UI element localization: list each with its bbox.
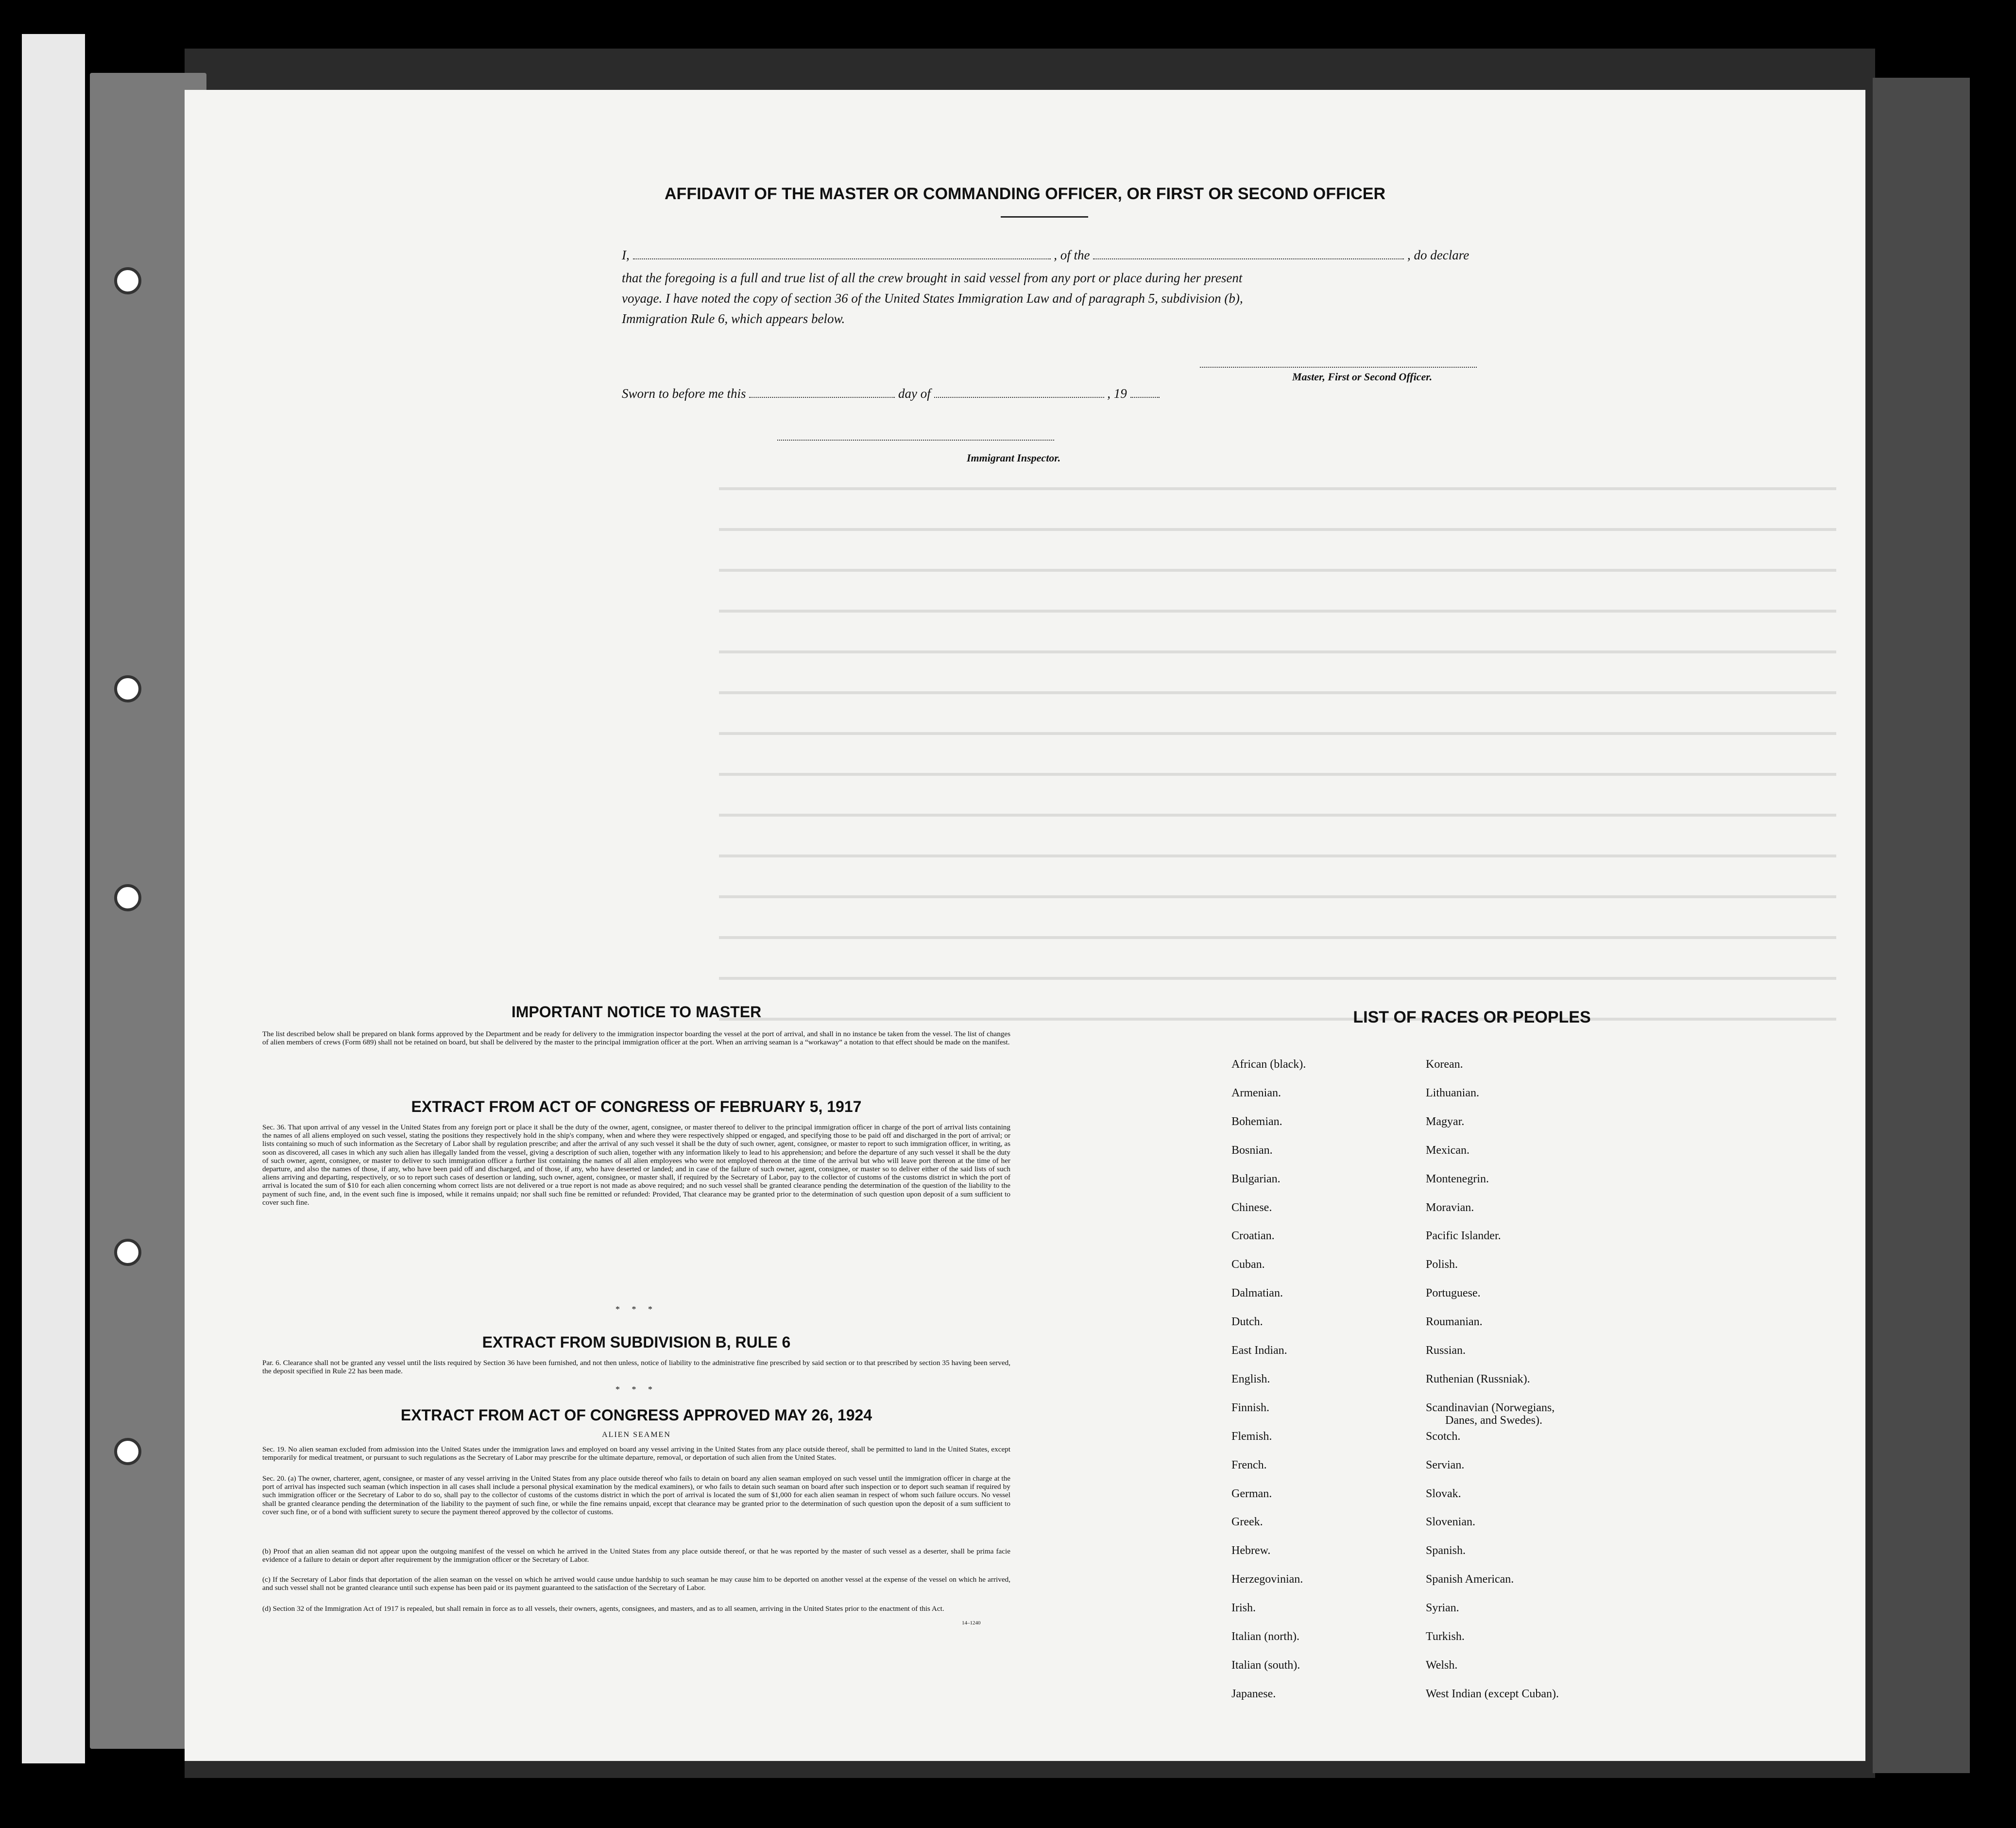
extract-rule6-title: EXTRACT FROM SUBDIVISION B, RULE 6	[482, 1333, 791, 1351]
race-item: French.	[1231, 1458, 1267, 1471]
race-item: West Indian (except Cuban).	[1426, 1687, 1559, 1700]
extract-1924-para-5: (d) Section 32 of the Immigration Act of 1917 is repealed, but shall remain in force as to all vessels, their owners, agents, consignees, and masters, and as to all seamen, arriving in the United States prior to the enactment of this Act.	[262, 1605, 944, 1613]
affidavit-declaration-line	[622, 248, 1469, 263]
race-item: African (black).	[1231, 1058, 1306, 1071]
race-item: Greek.	[1231, 1516, 1263, 1529]
extract-1924-para-3: (b) Proof that an alien seaman did not appear upon the outgoing manifest of the vessel on which he arrived in the United States from any place outside thereof, or that he was reported by the master of such vessel as a deserter, shall be prima facie evidence of a failure to detain or deport after requirement by the immigration officer or the Secretary of Labor.	[262, 1547, 1010, 1564]
race-item: Roumanian.	[1426, 1315, 1483, 1329]
extract-1924-para-1: Sec. 19. No alien seaman excluded from admission into the United States under the immigration laws and employed on board any vessel arriving in the United States from any place outside thereof, shall be permitted to land in the United States, except temporarily for medical treatment, or pursuant to such regulations as the Secretary of Labor may prescribe for the ultimate departure, removal, or deportation of such alien from the United States.	[262, 1445, 1010, 1462]
inspector-signature-line	[777, 440, 1054, 441]
extract-1924-para-4: (c) If the Secretary of Labor finds that deportation of the alien seaman on the vessel on which he arrived would cause undue hardship to such seaman he may cause him to be deported on another vessel at the expense of the vessel on which he arrived, and such vessel shall not be granted clearance until such expense has been paid or its payment guaranteed to the satisfaction of the Secretary of Labor.	[262, 1575, 1010, 1592]
race-item: East Indian.	[1231, 1344, 1287, 1357]
sworn-line	[622, 386, 1160, 401]
race-item: Hebrew.	[1231, 1544, 1271, 1557]
race-item: Moravian.	[1426, 1201, 1474, 1214]
race-item: Dalmatian.	[1231, 1287, 1283, 1300]
race-item: Lithuanian.	[1426, 1086, 1479, 1099]
extract-1917-text: Sec. 36. That upon arrival of any vessel in the United States from any foreign port or place it shall be the duty of the owner, agent, consignee, or master thereof to deliver to the principal immigration officer in charge of the port of arrival lists containing the names of all aliens employed on such vessel, stating the positions they respectively hold in the ship's company, when and where they were respectively shipped or engaged, and specifying those to be paid off and discharged in the port of arrival; or lists containing so much of such information as the Secretary of Labor shall by regulation prescribe; and after the arrival of any such vessel it shall be the duty of such owner, agent, consignee, or master to report to such immigration officer, in writing, as soon as discovered, all cases in which any such alien has illegally landed from the vessel, giving a description of such alien, together with any information likely to lead to his apprehension; and before the departure of any such vessel it shall be the duty of such owner, agent, consignee, or master to deliver to such immigration officer a further list containing the names of all alien employees who were not employed thereon at the time of the arrival but who will leave port thereon at the time of her departure, and also the names of those, if any, who have been paid off and discharged, and of those, if any, who have deserted or landed; and in case of the failure of such owner, agent, consignee, or master so to deliver either of the said lists of such aliens arriving and departing, respectively, or so to report such cases of desertion or landing, such owner, agent, consignee, or master shall, if required by the Secretary of Labor, pay to the collector of customs of the customs district in which the port of arrival is located the sum of $10 for each alien concerning whom correct lists are not delivered or a true report is not made as above required; and no such vessel shall be granted clearance pending the determination of the question of the liability to the payment of such fine, and, in the event such fine is imposed, while it remains unpaid; nor shall such fine be remitted or refunded: Provided, That clearance may be granted prior to the determination of such question upon deposit of a sum sufficient to cover such fine.	[262, 1123, 1010, 1207]
race-item: Spanish American.	[1426, 1573, 1514, 1586]
race-item: Turkish.	[1426, 1630, 1465, 1643]
race-item: Japanese.	[1231, 1687, 1276, 1700]
binder-hole	[114, 267, 141, 294]
binder-hole	[114, 884, 141, 911]
master-signature-line	[1200, 367, 1477, 368]
left-paper-strip	[22, 34, 85, 1763]
race-item: Montenegrin.	[1426, 1172, 1489, 1185]
race-item-continuation: Danes, and Swedes).	[1445, 1414, 1542, 1427]
vessel-blank	[1093, 248, 1404, 259]
extract-1924-title: EXTRACT FROM ACT OF CONGRESS APPROVED MAY 26, 1924	[400, 1406, 872, 1424]
races-title: LIST OF RACES OR PEOPLES	[1353, 1008, 1591, 1026]
race-item: Servian.	[1426, 1458, 1465, 1471]
title-underline	[1001, 216, 1088, 218]
extract-1917-title: EXTRACT FROM ACT OF CONGRESS OF FEBRUARY 5, 1917	[411, 1098, 862, 1115]
race-item: Scandinavian (Norwegians,	[1426, 1401, 1555, 1414]
race-item: English.	[1231, 1372, 1270, 1385]
race-item: Italian (north).	[1231, 1630, 1299, 1643]
race-item: Dutch.	[1231, 1315, 1263, 1329]
race-item: Polish.	[1426, 1258, 1458, 1271]
year-blank	[1130, 386, 1160, 398]
race-item: Croatian.	[1231, 1230, 1275, 1243]
binder-hole	[114, 675, 141, 702]
month-blank	[934, 386, 1104, 398]
document-page	[185, 90, 1865, 1761]
separator-stars: * * *	[615, 1384, 657, 1394]
race-item: Italian (south).	[1231, 1658, 1300, 1672]
race-item: Korean.	[1426, 1058, 1463, 1071]
inspector-label: Immigrant Inspector.	[967, 452, 1061, 464]
race-item: Chinese.	[1231, 1201, 1272, 1214]
race-item: Bulgarian.	[1231, 1172, 1281, 1185]
right-binding	[1873, 78, 1970, 1773]
race-item: Cuban.	[1231, 1258, 1265, 1271]
form-number: 14–1240	[962, 1620, 981, 1626]
race-item: Bohemian.	[1231, 1115, 1282, 1128]
race-item: Bosnian.	[1231, 1144, 1273, 1157]
race-item: German.	[1231, 1487, 1272, 1500]
master-signature-label: Master, First or Second Officer.	[1292, 371, 1433, 383]
race-item: Magyar.	[1426, 1115, 1465, 1128]
race-item: Spanish.	[1426, 1544, 1466, 1557]
sworn-label: Sworn to before me this	[622, 386, 746, 401]
affidavit-body-line-1: that the foregoing is a full and true list of all the crew brought in said vessel from any port or place during her present	[622, 271, 1243, 285]
race-item: Finnish.	[1231, 1401, 1270, 1414]
race-item: Russian.	[1426, 1344, 1466, 1357]
race-item: Flemish.	[1231, 1430, 1272, 1443]
do-declare-label: , do declare	[1407, 248, 1469, 262]
race-item: Portuguese.	[1426, 1287, 1481, 1300]
name-blank	[633, 248, 1051, 259]
race-item: Slovenian.	[1426, 1516, 1475, 1529]
affidavit-title: AFFIDAVIT OF THE MASTER OR COMMANDING OFFICER, OR FIRST OR SECOND OFFICER	[665, 185, 1385, 203]
notice-text: The list described below shall be prepared on blank forms approved by the Department and be ready for delivery to the immigration inspector boarding the vessel at the port of arrival, and shall in no instance be taken from the vessel. The list of changes of alien members of crews (Form 689) shall not be retained on board, but shall be delivered by the master to the principal immigration officer at the port. When an arriving seaman is a “workaway” a notation to that effect should be made on the manifest.	[262, 1030, 1010, 1047]
race-item: Ruthenian (Russniak).	[1426, 1372, 1530, 1385]
of-the-label: , of the	[1054, 248, 1090, 262]
binder-hole	[114, 1438, 141, 1465]
race-item: Slovak.	[1426, 1487, 1461, 1500]
separator-stars: * * *	[615, 1304, 657, 1314]
race-item: Herzegovinian.	[1231, 1573, 1303, 1586]
i-label: I,	[622, 248, 630, 262]
race-item: Pacific Islander.	[1426, 1230, 1501, 1243]
day-blank	[749, 386, 895, 398]
day-of-label: day of	[898, 386, 931, 401]
race-item: Armenian.	[1231, 1086, 1281, 1099]
race-item: Mexican.	[1426, 1144, 1469, 1157]
race-item: Syrian.	[1426, 1602, 1459, 1615]
notice-title: IMPORTANT NOTICE TO MASTER	[511, 1003, 762, 1021]
affidavit-body-line-3: Immigration Rule 6, which appears below.	[622, 311, 845, 326]
race-item: Welsh.	[1426, 1658, 1458, 1672]
extract-1924-para-2: Sec. 20. (a) The owner, charterer, agent, consignee, or master of any vessel arriving in the United States from any place outside thereof who fails to detain on board any alien seaman employed on such vessel until the immigration officer in charge at the port of arrival has inspected such seaman (which inspection in all cases shall include a personal physical examination by the medical examiners), or who fails to detain such seaman on board after such inspection or to deport such seaman if required by such immigration officer or the Secretary of Labor to do so, shall pay to the collector of customs of the customs district in which the port of arrival is located the sum of $1,000 for each alien seaman in respect of whom such failure occurs. No vessel shall be granted clearance pending the determination of the liability to the payment of such fine, or while the fine remains unpaid, except that clearance may be granted prior to the determination of such question upon the deposit of a sum sufficient to cover such fine, or of a bond with sufficient surety to secure the payment thereof approved by the collector of customs.	[262, 1474, 1010, 1516]
bleed-through-marks	[719, 449, 1836, 1032]
affidavit-body-line-2: voyage. I have noted the copy of section 36 of the United States Immigration Law and of paragraph 5, subdivision (b),	[622, 291, 1243, 306]
binder-hole	[114, 1239, 141, 1266]
alien-seamen-subtitle: ALIEN SEAMEN	[602, 1431, 671, 1439]
race-item: Irish.	[1231, 1602, 1256, 1615]
extract-rule6-text: Par. 6. Clearance shall not be granted any vessel until the lists required by Section 36 have been furnished, and not then unless, notice of liability to the administrative fine prescribed by said section or to that prescribed by section 35 having been served, the deposit specified in Rule 22 has been made.	[262, 1359, 1010, 1376]
year-label: , 19	[1107, 386, 1127, 401]
race-item: Scotch.	[1426, 1430, 1461, 1443]
